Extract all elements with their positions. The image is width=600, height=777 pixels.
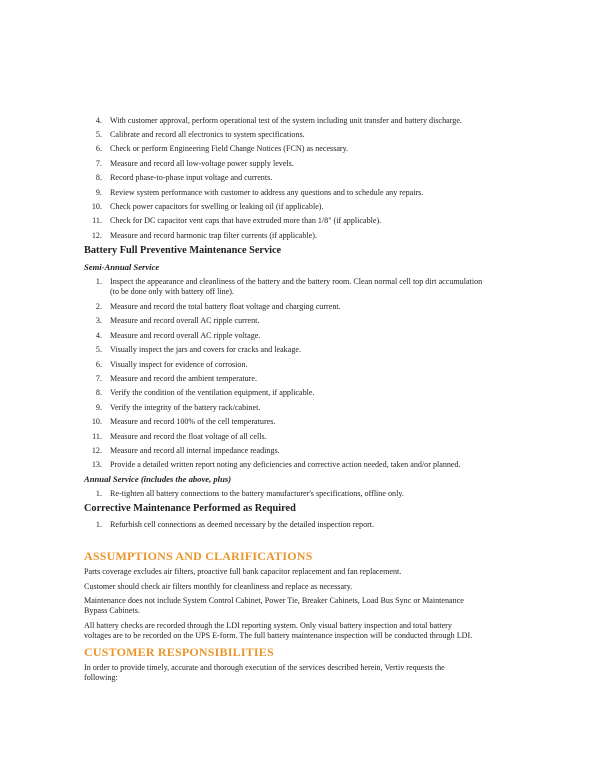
annual-service-heading: Annual Service (includes the above, plus) <box>84 474 232 484</box>
customer-responsibilities-heading: CUSTOMER RESPONSIBILITIES <box>84 645 274 659</box>
assumptions-paragraph: Customer should check air filters monthly for cleanliness and replace as necessary. <box>84 582 353 591</box>
assumptions-paragraph: Parts coverage excludes air filters, proactive full bank capacitor replacement and fan replacement. <box>84 567 402 576</box>
document-page: 4. With customer approval, perform operational test of the system including unit transfer and battery discharge. 5. Calibrate and record all electronics to system specifications. 6. Check or perform Engineering Field Change Notices (FCN) as necessary. 7. Measure and record all low-voltage power supply levels. 8. Record phase-to-phase input voltage and currents. 9. Review system performance with customer to address any questions and to schedule any repairs. 10. Check power capacitors for swelling or leaking oil (if applicable). 11. Check for DC capacitor vent caps that have extruded more than 1/8" (if applicable). 12. Measure and record harmonic trap filter currents (if applicable). Battery Full Preventive Maintenance Service Semi-Annual Service 1. Inspect the appearance and cleanliness of the battery and the battery room. Clean normal cell top dirt accumulation (to be done only with battery off line). 2. Measure and record the total battery float voltage and charging current. 3. Measure and record overall AC ripple current. 4. Measure and record overall AC ripple voltage. 5. Visually inspect the jars and covers for cracks and leakage. 6. Visually inspect for evidence of corrosion. 7. Measure and record the ambient temperature. 8. Verify the condition of the ventilation equipment, if applicable. 9. Verify the integrity of the battery rack/cabinet. 10. Measure and record 100% of the cell temperatures. 11. Measure and record the float voltage of all cells. 12. Measure and record all internal impedance readings. 13. Provide a detailed written report noting any deficiencies and corrective action needed, taken and/or planned. Annual Service (includes the above, plus) 1. Re-tighten all battery connections to the battery manufacturer's specifications, offline only. Corrective Maintenance Performed as Required 1. Refurbish cell connections as deemed necessary by the detailed inspection report. ASSUMPTIONS AND CLARIFICATIONS Parts coverage excludes air filters, proactive full bank capacitor replacement and fan replacement. Customer should check air filters monthly for cleanliness and replace as necessary. Maintenance does not include System Control Cabinet, Power Tie, Breaker Cabinets, Load Bus Sync or Maintenance Bypass Cabinets. All battery checks are recorded through the LDI reporting system. Only visual battery inspection and total battery voltages are to be recorded on the UPS E-form. The full battery maintenance inspection will be conducted through LDI. CUSTOMER RESPONSIBILITIES In order to provide timely, accurate and thorough execution of the services described herein, Vertiv requests the following: <box>84 116 483 682</box>
battery-section-heading: Battery Full Preventive Maintenance Service <box>84 245 282 256</box>
corrective-maintenance-heading: Corrective Maintenance Performed as Required <box>84 503 296 514</box>
assumptions-paragraph: Maintenance does not include System Control Cabinet, Power Tie, Breaker Cabinets, Load Bus Sync or Maintenance Bypass Cabinets. <box>84 596 464 615</box>
assumptions-paragraph: All battery checks are recorded through the LDI reporting system. Only visual battery inspection and total battery voltages are to be recorded on the UPS E-form. The full battery maintenance inspection will be conducted through LDI. <box>84 621 473 640</box>
assumptions-heading: ASSUMPTIONS AND CLARIFICATIONS <box>84 549 313 563</box>
customer-responsibilities-paragraph: In order to provide timely, accurate and thorough execution of the services described herein, Vertiv requests the following: <box>84 663 445 682</box>
semi-annual-heading: Semi-Annual Service <box>84 262 160 272</box>
